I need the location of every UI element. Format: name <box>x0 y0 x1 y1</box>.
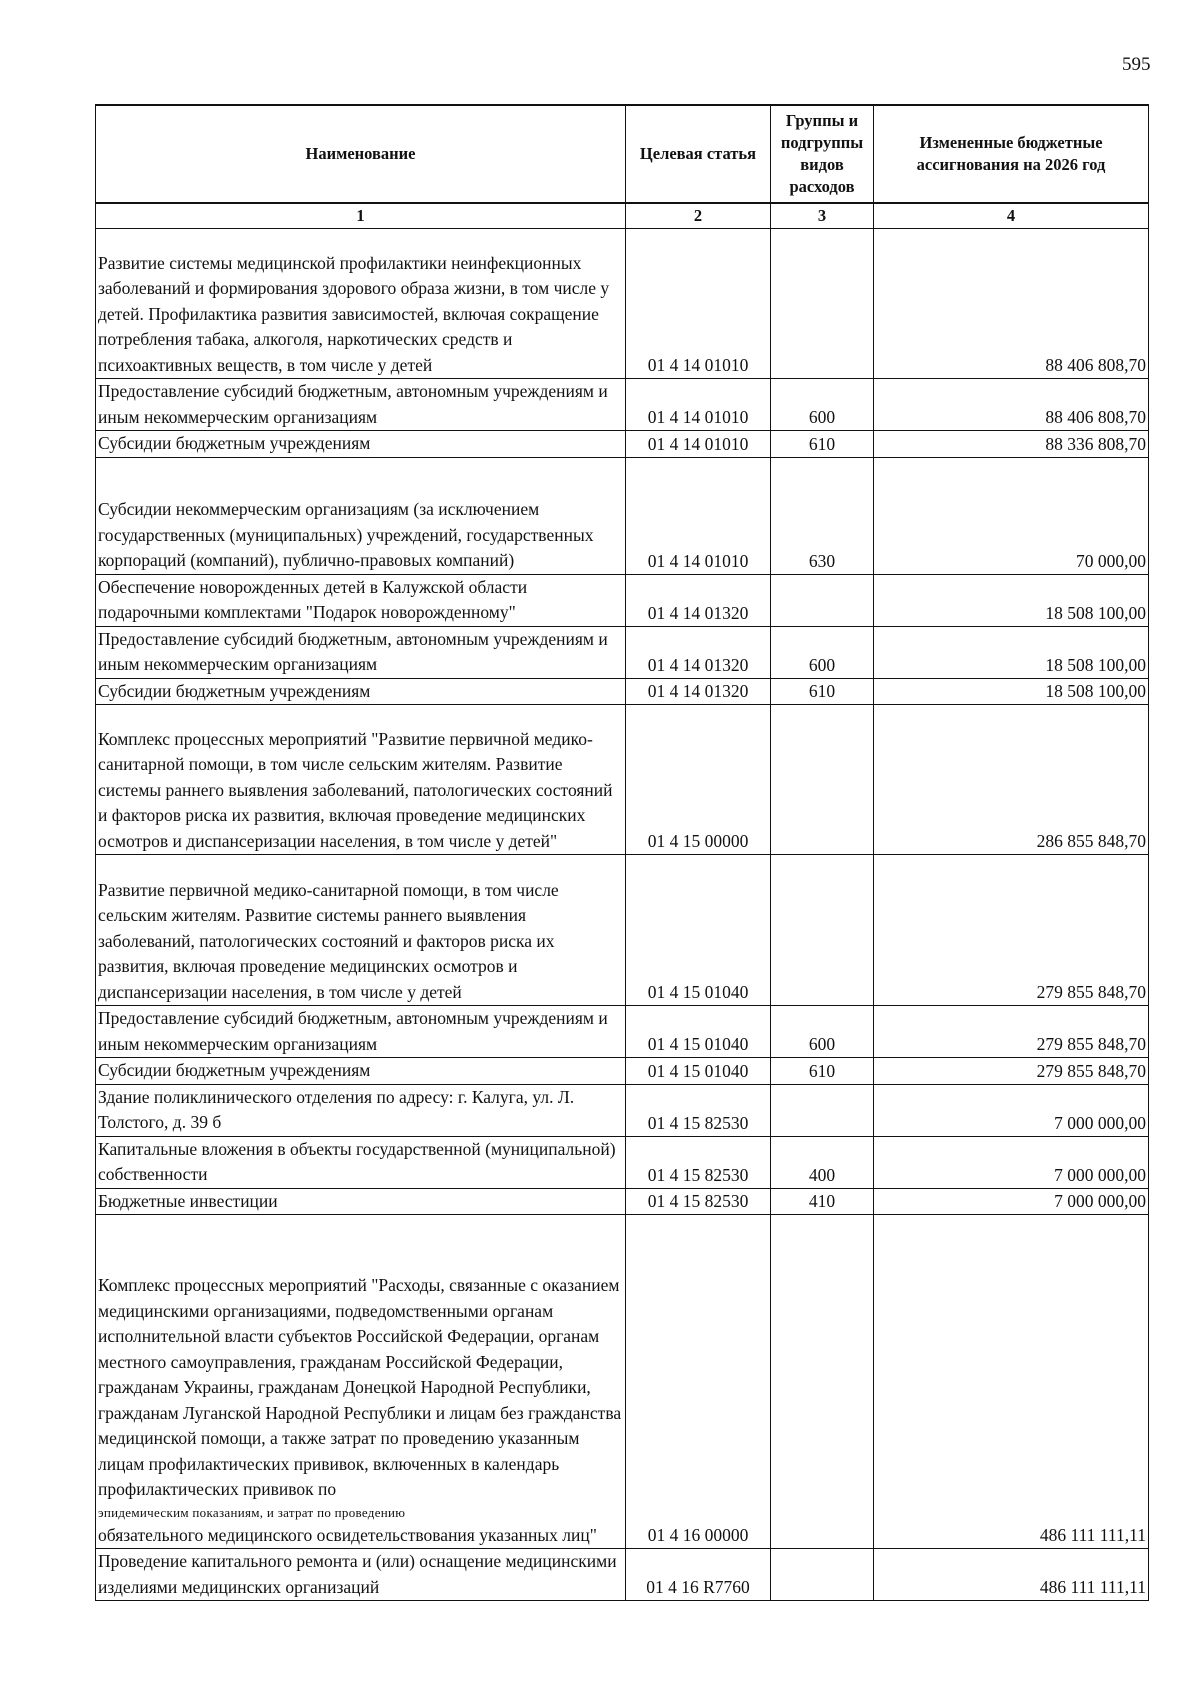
header-target-article: Целевая статья <box>626 105 771 203</box>
row-amount: 18 508 100,00 <box>874 678 1149 705</box>
row-group <box>771 574 874 626</box>
table-row <box>96 1006 1149 1058</box>
table-row <box>96 1549 1149 1601</box>
column-number: 4 <box>874 203 1149 229</box>
row-amount: 279 855 848,70 <box>874 855 1149 1006</box>
row-name <box>96 1215 626 1549</box>
row-group: 410 <box>771 1188 874 1215</box>
row-code: 01 4 14 01010 <box>626 431 771 458</box>
table-row <box>96 1136 1149 1188</box>
row-amount: 486 111 111,11 <box>874 1215 1149 1549</box>
row-group <box>771 855 874 1006</box>
table-row <box>96 705 1149 855</box>
row-group: 600 <box>771 1006 874 1058</box>
row-name: Здание поликлинического отделения по адресу: г. Калуга, ул. Л. Толстого, д. 39 б <box>96 1084 626 1136</box>
header-name: Наименование <box>96 105 626 203</box>
row-amount: 70 000,00 <box>874 457 1149 574</box>
row-amount: 486 111 111,11 <box>874 1549 1149 1601</box>
row-name: Предоставление субсидий бюджетным, автономным учреждениям и иным некоммерческим организациям <box>96 626 626 678</box>
column-number: 1 <box>96 203 626 229</box>
row-amount: 18 508 100,00 <box>874 626 1149 678</box>
row-group: 400 <box>771 1136 874 1188</box>
row-name: Субсидии бюджетным учреждениям <box>96 1058 626 1085</box>
budget-table <box>95 104 1149 1601</box>
row-amount: 279 855 848,70 <box>874 1058 1149 1085</box>
row-code: 01 4 15 01040 <box>626 1006 771 1058</box>
row-group: 610 <box>771 431 874 458</box>
row-amount: 88 406 808,70 <box>874 229 1149 379</box>
row-name-text: Комплекс процессных мероприятий "Расходы, связанные с оказанием медицинскими организациями, подведомственными органам исполнительной власти субъектов Российской Федерации, органам местного самоуправления, гражданам Российской Федерации, гражданам Украины, гражданам Донецкой Народной Республики, гражданам Луганской Народной Республики и лицам без гражданства медицинской помощи, а также затрат по проведению указанным лицам профилактических прививок, включенных в календарь профилактических прививок по <box>98 1275 622 1499</box>
row-code: 01 4 14 01010 <box>626 379 771 431</box>
row-name: Развитие первичной медико-санитарной помощи, в том числе сельским жителям. Развитие системы раннего выявления заболеваний, патологических состояний и факторов риска их развития, включая проведение медицинских осмотров и диспансеризации населения, в том числе у детей <box>96 855 626 1006</box>
row-name-small-text: эпидемическим показаниям, и затрат по проведению <box>98 1504 406 1520</box>
row-code: 01 4 15 82530 <box>626 1188 771 1215</box>
table-row <box>96 379 1149 431</box>
table-row <box>96 1188 1149 1215</box>
table-row <box>96 457 1149 574</box>
row-group <box>771 1549 874 1601</box>
row-name: Предоставление субсидий бюджетным, автономным учреждениям и иным некоммерческим организациям <box>96 379 626 431</box>
table-row <box>96 574 1149 626</box>
table-row <box>96 678 1149 705</box>
row-name: Бюджетные инвестиции <box>96 1188 626 1215</box>
row-amount: 88 406 808,70 <box>874 379 1149 431</box>
row-group <box>771 229 874 379</box>
row-name: Предоставление субсидий бюджетным, автономным учреждениям и иным некоммерческим организациям <box>96 1006 626 1058</box>
row-name: Развитие системы медицинской профилактики неинфекционных заболеваний и формирования здорового образа жизни, в том числе у детей. Профилактика развития зависимостей, включая сокращение потребления табака, алкоголя, наркотических средств и психоактивных веществ, в том числе у детей <box>96 229 626 379</box>
row-code: 01 4 14 01320 <box>626 626 771 678</box>
table-row <box>96 1058 1149 1085</box>
row-group: 600 <box>771 626 874 678</box>
row-group: 610 <box>771 1058 874 1085</box>
row-name: Проведение капитального ремонта и (или) оснащение медицинскими изделиями медицинских организаций <box>96 1549 626 1601</box>
row-code: 01 4 14 01320 <box>626 678 771 705</box>
row-code: 01 4 15 01040 <box>626 855 771 1006</box>
table-row <box>96 626 1149 678</box>
row-amount: 286 855 848,70 <box>874 705 1149 855</box>
column-number: 2 <box>626 203 771 229</box>
row-name: Обеспечение новорожденных детей в Калужской области подарочными комплектами "Подарок новорожденному" <box>96 574 626 626</box>
header-allocations: Измененные бюджетные ассигнования на 2026 год <box>874 105 1149 203</box>
table-header-row <box>96 105 1149 203</box>
table-row <box>96 229 1149 379</box>
row-code: 01 4 14 01320 <box>626 574 771 626</box>
table-row <box>96 1084 1149 1136</box>
row-amount: 88 336 808,70 <box>874 431 1149 458</box>
row-amount: 18 508 100,00 <box>874 574 1149 626</box>
row-code: 01 4 16 R7760 <box>626 1549 771 1601</box>
header-groups: Группы и подгруппы видов расходов <box>771 105 874 203</box>
row-name-tail-text: обязательного медицинского освидетельствования указанных лиц" <box>98 1524 597 1545</box>
row-group: 630 <box>771 457 874 574</box>
column-numbers-row <box>96 203 1149 229</box>
row-amount: 7 000 000,00 <box>874 1188 1149 1215</box>
row-group: 600 <box>771 379 874 431</box>
row-code: 01 4 14 01010 <box>626 457 771 574</box>
row-code: 01 4 15 82530 <box>626 1136 771 1188</box>
row-name: Субсидии бюджетным учреждениям <box>96 431 626 458</box>
row-amount: 279 855 848,70 <box>874 1006 1149 1058</box>
row-code: 01 4 16 00000 <box>626 1215 771 1549</box>
row-group <box>771 1084 874 1136</box>
row-name: Субсидии некоммерческим организациям (за исключением государственных (муниципальных) учреждений, государственных корпораций (компаний), публично-правовых компаний) <box>96 457 626 574</box>
row-group <box>771 705 874 855</box>
row-amount: 7 000 000,00 <box>874 1136 1149 1188</box>
row-code: 01 4 15 00000 <box>626 705 771 855</box>
page-number: 595 <box>1122 54 1151 75</box>
row-name: Капитальные вложения в объекты государственной (муниципальной) собственности <box>96 1136 626 1188</box>
row-name: Комплекс процессных мероприятий "Развитие первичной медико-санитарной помощи, в том числе сельским жителям. Развитие системы раннего выявления заболеваний, патологических состояний и факторов риска их развития, включая проведение медицинских осмотров и диспансеризации населения, в том числе у детей" <box>96 705 626 855</box>
table-row <box>96 431 1149 458</box>
row-group: 610 <box>771 678 874 705</box>
row-code: 01 4 15 82530 <box>626 1084 771 1136</box>
column-number: 3 <box>771 203 874 229</box>
table-row <box>96 855 1149 1006</box>
table-row <box>96 1215 1149 1549</box>
row-name: Субсидии бюджетным учреждениям <box>96 678 626 705</box>
row-code: 01 4 15 01040 <box>626 1058 771 1085</box>
row-group <box>771 1215 874 1549</box>
row-amount: 7 000 000,00 <box>874 1084 1149 1136</box>
row-code: 01 4 14 01010 <box>626 229 771 379</box>
